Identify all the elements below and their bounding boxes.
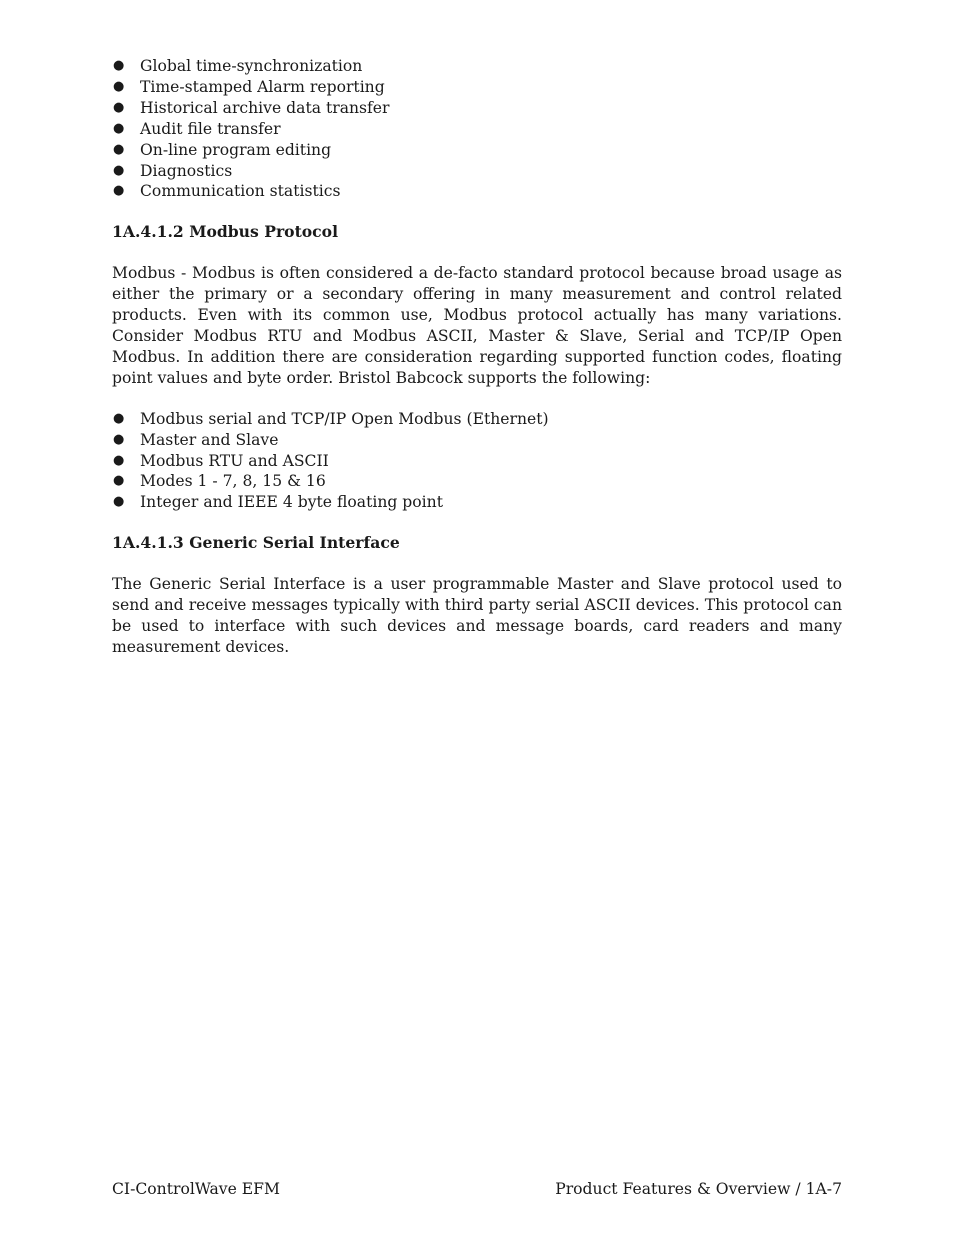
list-item: ● Historical archive data transfer: [113, 98, 390, 117]
page-footer: [112, 1179, 842, 1199]
bullet-icon: ●: [113, 183, 125, 199]
bullet-icon: ●: [113, 58, 125, 73]
list-item: ● Modbus RTU and ASCII: [113, 451, 329, 470]
list-item: ● Global time-synchronization: [113, 57, 363, 75]
footer-document-title: CI-ControlWave EFM: [112, 1180, 280, 1198]
bullet-icon: ●: [113, 141, 125, 157]
modbus-heading: 1A.4.1.2 Modbus Protocol: [112, 222, 338, 242]
list-item: ● Integer and IEEE 4 byte floating point: [113, 493, 443, 512]
bullet-icon: ●: [113, 78, 125, 94]
bullet-icon: ●: [113, 120, 125, 136]
list-item: ● Communication statistics: [113, 182, 341, 201]
bullet-icon: ●: [113, 473, 125, 489]
list-item: ● Modes 1 - 7, 8, 15 & 16: [113, 472, 326, 491]
bullet-icon: ●: [113, 452, 125, 468]
bullet-icon: ●: [113, 162, 125, 178]
modbus-support-list: [112, 409, 842, 514]
generic-serial-paragraph: The Generic Serial Interface is a user programmable Master and Slave protocol used to send and receive messages typically with third party serial ASCII devices. This protocol can be used to interface with such devices and message boards, card readers and many measurement devices.: [112, 575, 842, 656]
list-item: ● Master and Slave: [113, 430, 279, 449]
modbus-paragraph: Modbus - Modbus is often considered a de-facto standard protocol because broad usage as either the primary or a secondary offering in many measurement and control related products. Even with its common use, Modbus protocol actually has many variations. Consider Modbus RTU and Modbus ASCII, Master & Slave, Serial and TCP/IP Open Modbus. In addition there are consideration regarding supported function codes, floating point values and byte order. Bristol Babcock supports the following:: [112, 264, 842, 387]
footer-page-number: Product Features & Overview / 1A-7: [555, 1180, 842, 1198]
bullet-icon: ●: [113, 431, 125, 447]
bullet-icon: ●: [113, 494, 125, 510]
list-item: ● Diagnostics: [113, 161, 233, 180]
page-body: [112, 56, 842, 678]
feature-list: [112, 56, 842, 202]
list-item: ● Modbus serial and TCP/IP Open Modbus (Ethernet): [113, 409, 549, 428]
generic-serial-heading: 1A.4.1.3 Generic Serial Interface: [112, 533, 400, 553]
list-item: ● Audit file transfer: [113, 119, 281, 138]
bullet-icon: ●: [113, 410, 125, 426]
list-item: ● On-line program editing: [113, 140, 332, 159]
list-item: ● Time-stamped Alarm reporting: [113, 77, 385, 96]
bullet-icon: ●: [113, 99, 125, 115]
